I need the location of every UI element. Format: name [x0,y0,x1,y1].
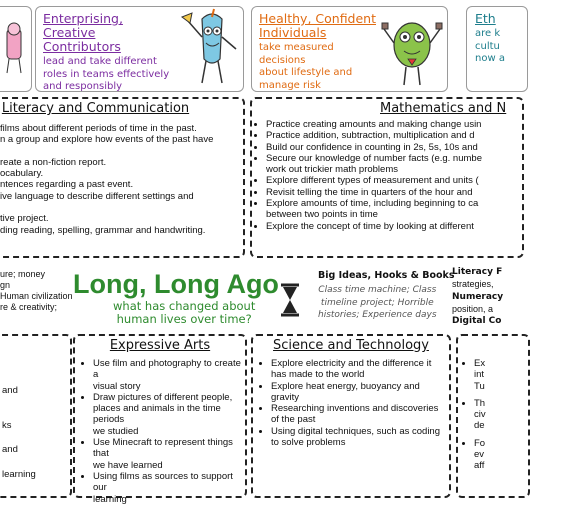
maths-item: • Practice addition, subtraction, multiplication and d [266,130,566,141]
hourglass-icon [279,283,301,317]
character-illustration [182,9,242,89]
partial-item: • Fo ev aff [474,438,528,472]
character-illustration [1,19,31,79]
maths-item-continued: work out trickier math problems [266,164,398,176]
maths-box [250,97,524,258]
science-item: • Explore heat energy, buoyancy and gravity [271,381,449,404]
capacity-box-left-partial [0,6,32,92]
capacity-title: Healthy, Confident Individuals [259,11,377,40]
capacity-box-enterprising [35,6,244,92]
literacy-line [0,146,213,157]
literacy-line: n a group and explore how events of the past have [0,134,214,146]
expressive-arts-item: • Use Minecraft to represent things that we have learned [93,437,245,471]
literacy-line: reate a non-fiction report. [0,156,107,168]
science-item: • Explore electricity and the difference it has made to the world [271,358,449,381]
capacity-box-healthy [251,6,448,92]
maths-item: • Revisit telling the time in quarters of the hour and [266,187,566,198]
capacity-title: Enterprising, Creative Contributors [43,11,123,54]
partial-item: • Ex int Tu [474,358,528,392]
maths-item: • Practice creating amounts and making change usin [266,119,566,130]
big-ideas-list: Class time machine; Class timeline project; Horrible histories; Experience days [318,285,437,320]
topic-title: Long, Long Ago [73,269,279,299]
maths-item: • Build our confidence in counting in 2s, 5s, 10s and [266,142,566,153]
expressive-arts-item: • Use film and photography to create a visual story [93,358,245,392]
expressive-arts-title: Expressive Arts [109,338,211,353]
science-technology-title: Science and Technology [273,338,429,353]
maths-item-continued: between two points in time [266,209,378,221]
capacity-description: take measured decisions about lifestyle and manage risk [259,42,353,91]
capacity-title: Eth [475,11,496,26]
capacity-description: lead and take different roles in teams effectively and responsibly [43,56,170,92]
maths-item: • Explore different types of measurement and units ( [266,175,566,186]
literacy-line: ntences regarding a past event. [0,179,134,191]
science-technology-box [251,334,451,498]
bottom-right-box-partial [456,334,530,498]
expressive-arts-item: • Draw pictures of different people, places and animals in the time periods we studied [93,392,245,437]
literacy-line [0,202,213,213]
maths-item: • Explore the concept of time by looking at different [266,221,566,232]
maths-item: • Explore amounts of time, including beginning to ca [266,198,566,209]
literacy-box [0,97,245,258]
science-item: • Using digital techniques, such as coding to solve problems [271,426,449,449]
centre-left-text: ure; money gn Human civilization re & creativity; [0,269,73,312]
capacity-description: are k cultu now a [475,28,505,64]
expressive-arts-box [73,334,247,505]
partial-item: • Th civ de [474,398,528,432]
bottom-left-box-partial: and ks and learning [0,334,72,498]
capacity-box-ethical-partial [466,6,528,92]
centre-right-text: Literacy F strategies, Numeracy position, a Digital Co [452,267,504,326]
literacy-line: ding reading, spelling, grammar and handwriting. [0,224,206,236]
science-item: • Researching inventions and discoveries of the past [271,403,449,426]
literacy-line: ive language to describe different settings and [0,190,194,202]
literacy-title: Literacy and Communication [1,101,190,116]
literacy-line: ocabulary. [0,168,44,180]
maths-title: Mathematics and N [380,101,507,116]
literacy-line: tive project. [0,213,49,225]
big-ideas-title: Big Ideas, Hooks & Books [318,270,455,281]
literacy-line: films about different periods of time in the past. [0,123,197,134]
topic-subtitle: what has changed about human lives over time? [113,299,256,326]
expressive-arts-item: • Using films as sources to support our learning [93,471,245,505]
character-illustration [382,9,442,89]
maths-item: • Secure our knowledge of number facts (e.g. numbe [266,153,566,164]
